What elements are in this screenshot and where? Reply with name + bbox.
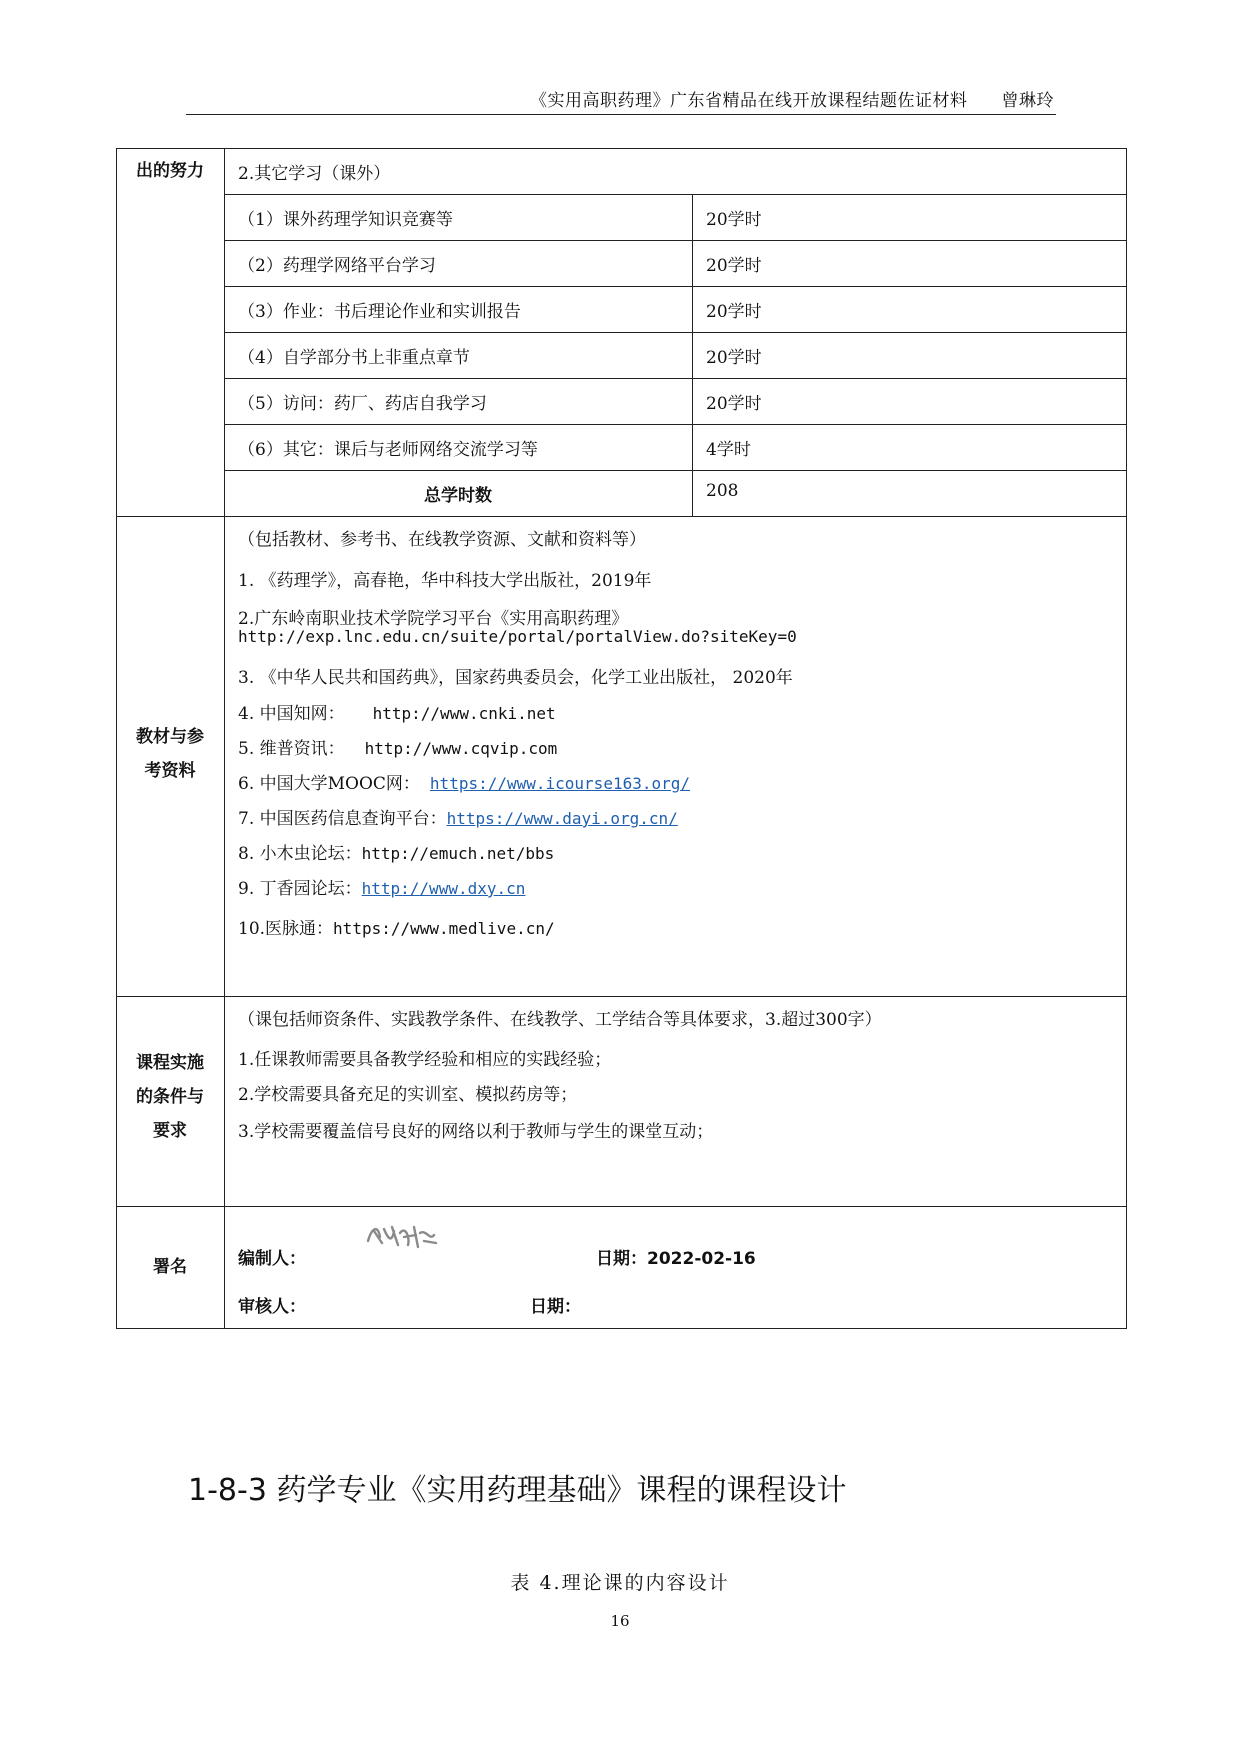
conditions-intro: （课包括师资条件、实践教学条件、在线教学、工学结合等具体要求，3.超过300字） <box>238 1010 882 1030</box>
effort-row-2-item: （2）药理学网络平台学习 <box>238 256 436 276</box>
reviewer-label: 审核人： <box>238 1297 306 1317</box>
materials-item-8-label: 8. 小木虫论坛： <box>238 844 362 864</box>
page-number: 16 <box>610 1612 630 1630</box>
effort-row-5-hours: 20学时 <box>706 394 762 414</box>
dxy-link[interactable]: http://www.dxy.cn <box>361 879 526 898</box>
materials-item-9 <box>238 874 525 899</box>
header-author: 曾琳玲 <box>1001 91 1054 111</box>
materials-item-5-label: 5. 维普资讯： <box>238 739 345 759</box>
editor-label: 编制人： <box>238 1249 306 1269</box>
effort-row-6-item: （6）其它：课后与老师网络交流学习等 <box>238 440 538 460</box>
effort-row-4-item: （4）自学部分书上非重点章节 <box>238 348 470 368</box>
effort-row-1-hours: 20学时 <box>706 210 762 230</box>
materials-intro: （包括教材、参考书、在线教学资源、文献和资料等） <box>238 530 646 550</box>
cqvip-link[interactable]: http://www.cqvip.com <box>364 739 558 758</box>
materials-item-4-label: 4. 中国知网： <box>238 704 345 724</box>
conditions-label-line-1: 课程实施 <box>136 1053 204 1073</box>
materials-item-3: 3. 《中华人民共和国药典》，国家药典委员会，化学工业出版社， 2020年 <box>238 668 793 688</box>
materials-item-6-label: 6. 中国大学MOOC网： <box>238 774 420 794</box>
handwritten-signature <box>364 1219 440 1255</box>
materials-item-9-label: 9. 丁香园论坛： <box>238 879 362 899</box>
materials-item-7-label: 7. 中国医药信息查询平台： <box>238 809 447 829</box>
conditions-label-line-2: 的条件与 <box>136 1087 204 1107</box>
materials-item-7 <box>238 804 678 829</box>
materials-label-line-2: 考资料 <box>144 761 196 781</box>
course-table <box>116 148 1127 1328</box>
page-header <box>186 86 1054 111</box>
date-field <box>596 1244 756 1269</box>
materials-item-2-url[interactable]: http://exp.lnc.edu.cn/suite/portal/portalView.do?siteKey=0 <box>238 627 797 646</box>
effort-row-5-item: （5）访问：药厂、药店自我学习 <box>238 394 487 414</box>
materials-item-10-label: 10.医脉通： <box>238 919 334 939</box>
icourse163-link[interactable]: https://www.icourse163.org/ <box>429 774 691 793</box>
materials-item-10 <box>238 914 555 939</box>
emuch-link[interactable]: http://emuch.net/bbs <box>361 844 555 863</box>
cnki-link[interactable]: http://www.cnki.net <box>372 704 556 723</box>
materials-label-line-1: 教材与参 <box>136 727 204 747</box>
effort-row-3-item: （3）作业：书后理论作业和实训报告 <box>238 302 521 322</box>
header-title: 《实用高职药理》广东省精品在线开放课程结题佐证材料 <box>530 91 968 111</box>
header-rule <box>186 114 1056 115</box>
date-label: 日期： <box>596 1249 647 1269</box>
effort-label: 出的努力 <box>136 161 204 181</box>
signature-label: 署名 <box>153 1257 187 1277</box>
conditions-item-1: 1.任课教师需要具备教学经验和相应的实践经验； <box>238 1050 612 1070</box>
materials-item-8 <box>238 839 554 864</box>
section-title: 1-8-3 药学专业《实用药理基础》课程的课程设计 <box>188 1473 847 1508</box>
effort-row-1-item: （1）课外药理学知识竞赛等 <box>238 210 453 230</box>
effort-row-2-hours: 20学时 <box>706 256 762 276</box>
review-date-label: 日期： <box>530 1297 581 1317</box>
materials-item-1: 1. 《药理学》，高春艳，华中科技大学出版社，2019年 <box>238 571 652 591</box>
materials-item-4 <box>238 699 556 724</box>
conditions-item-2: 2.学校需要具备充足的实训室、模拟药房等； <box>238 1085 578 1105</box>
date-value: 2022-02-16 <box>647 1249 756 1269</box>
conditions-item-3: 3.学校需要覆盖信号良好的网络以利于教师与学生的课堂互动； <box>238 1122 714 1142</box>
total-hours-value: 208 <box>706 481 739 501</box>
effort-row-4-hours: 20学时 <box>706 348 762 368</box>
total-hours-label: 总学时数 <box>424 486 492 506</box>
materials-item-2: 2.广东岭南职业技术学院学习平台《实用高职药理》 <box>238 609 629 629</box>
conditions-label-line-3: 要求 <box>153 1121 187 1141</box>
effort-row-6-hours: 4学时 <box>706 440 751 460</box>
dayi-link[interactable]: https://www.dayi.org.cn/ <box>446 809 678 828</box>
medlive-link[interactable]: https://www.medlive.cn/ <box>333 919 555 938</box>
effort-row-3-hours: 20学时 <box>706 302 762 322</box>
table-caption: 表 4.理论课的内容设计 <box>510 1572 730 1594</box>
materials-item-6 <box>238 769 690 794</box>
effort-subtitle: 2.其它学习（课外） <box>238 164 391 184</box>
materials-item-5 <box>238 734 557 759</box>
